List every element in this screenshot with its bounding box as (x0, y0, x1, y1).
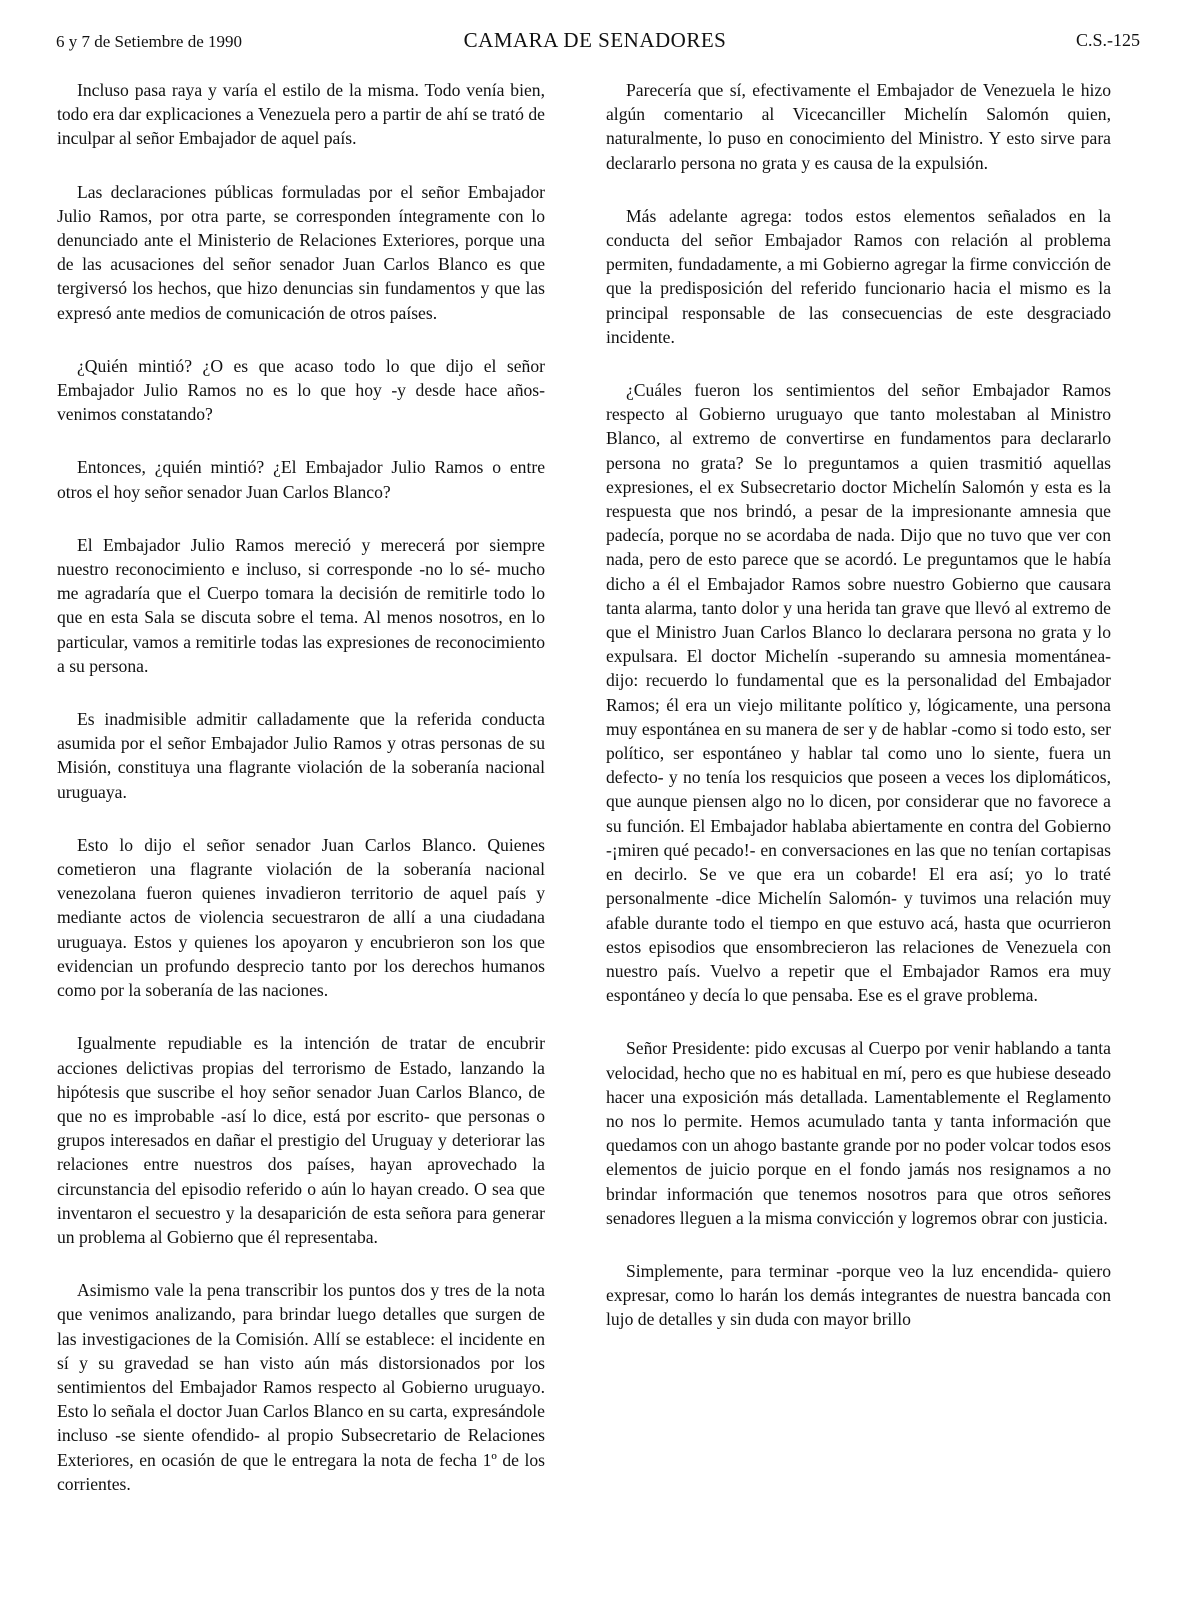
right-column (606, 78, 1111, 1361)
left-column (57, 78, 545, 1525)
paragraph: Esto lo dijo el señor senador Juan Carlos Blanco. Quienes cometieron una flagrante violación de la soberanía nacional venezolana fueron quienes invadieron territorio de aquel país y mediante actos de violencia secuestraron de allí a una ciudadana uruguaya. Estos y quienes los apoyaron y encubrieron son los que evidencian un profundo desprecio tanto por los derechos humanos como por la soberanía de las naciones. (57, 834, 545, 1001)
paragraph: Incluso pasa raya y varía el estilo de la misma. Todo venía bien, todo era dar explicaciones a Venezuela pero a partir de ahí se trató de inculpar al señor Embajador de aquel país. (57, 80, 545, 149)
paragraph: El Embajador Julio Ramos mereció y merecerá por siempre nuestro reconocimiento e incluso, si corresponde -no lo sé- mucho me agradaría que el Cuerpo tomara la decisión de remitirle todo lo que en esta Sala se discuta sobre el tema. Al menos nosotros, en lo particular, vamos a remitirle todas las expresiones de reconocimiento a su persona. (57, 534, 545, 676)
paragraph: Parecería que sí, efectivamente el Embajador de Venezuela le hizo algún comentario al Vicecanciller Michelín Salomón quien, naturalmente, lo puso en conocimiento del Ministro. Y esto sirve para declararlo persona no grata y es causa de la expulsión. (606, 80, 1111, 173)
paragraph: Igualmente repudiable es la intención de tratar de encubrir acciones delictivas propias del terrorismo de Estado, lanzando la hipótesis que suscribe el hoy señor senador Juan Carlos Blanco, de que no es improbable -así lo dice, está por escrito- que personas o grupos interesados en dañar el prestigio del Uruguay y deteriorar las relaciones entre nuestros dos países, hayan aprovechado la circunstancia del episodio referido o aún lo hayan creado. O sea que inventaron el secuestro y la desaparición de esta señora para generar un problema al Gobierno que él representaba. (57, 1033, 545, 1247)
paragraph: Señor Presidente: pido excusas al Cuerpo por venir hablando a tanta velocidad, hecho que no es habitual en mí, pero es que hubiese deseado hacer una exposición más detallada. Lamentablemente el Reglamento no nos lo permite. Hemos acumulado tanta y tanta información que quedamos con un ahogo bastante grande por no poder volcar todos esos elementos de juicio porque en el fondo jamás nos resignamos a no brindar información que tenemos nosotros para que otros señores senadores lleguen a la misma convicción y logremos obrar con justicia. (606, 1038, 1111, 1228)
paragraph: Asimismo vale la pena transcribir los puntos dos y tres de la nota que venimos analizando, para brindar luego detalles que surgen de las investigaciones de la Comisión. Allí se establece: el incidente en sí y su gravedad se han visto aún más distorsionados por los sentimientos del Embajador Ramos respecto al Gobierno uruguayo. Esto lo señala el doctor Juan Carlos Blanco en su carta, expresándole incluso -se siente ofendido- al propio Subsecretario de Relaciones Exteriores, en ocasión de que le entregara la nota de fecha 1º de los corrientes. (57, 1280, 545, 1494)
paragraph: Es inadmisible admitir calladamente que la referida conducta asumida por el señor Embajador Julio Ramos y otras personas de su Misión, constituya una flagrante violación de la soberanía nacional uruguaya. (57, 709, 545, 802)
paragraph: Entonces, ¿quién mintió? ¿El Embajador Julio Ramos o entre otros el hoy señor senador Juan Carlos Blanco? (57, 457, 545, 502)
paragraph: ¿Quién mintió? ¿O es que acaso todo lo que dijo el señor Embajador Julio Ramos no es lo que hoy -y desde hace años- venimos constatando? (57, 355, 545, 425)
paragraph: Las declaraciones públicas formuladas por el señor Embajador Julio Ramos, por otra parte, se corresponden íntegramente con lo denunciado ante el Ministerio de Relaciones Exteriores, porque una de las acusaciones del señor senador Juan Carlos Blanco es que tergiversó los hechos, que hizo denuncias sin fundamentos y que las expresó ante medios de comunicación de otros países. (57, 181, 545, 323)
paragraph: ¿Cuáles fueron los sentimientos del señor Embajador Ramos respecto al Gobierno uruguayo que tanto molestaban al Ministro Blanco, al extremo de convertirse en fundamentos para declararlo persona no grata? Se lo preguntamos a quien trasmitió aquellas expresiones, el ex Subsecretario doctor Michelín Salomón y esta es la respuesta que nos brindó, a pesar de la impresionante amnesia que padecía, porque no se acordaba de nada. Dijo que no tuvo que ver con nada, pero de esto parece que se acordó. Le preguntamos que le había dicho a él el Embajador Ramos sobre nuestro Gobierno que causara tanta alarma, tanto dolor y una herida tan grave que llevó al extremo de que el Ministro Juan Carlos Blanco lo declarara persona no grata y lo expulsara. El doctor Michelín -superando su amnesia momentánea- dijo: recuerdo lo fundamental que es la personalidad del Embajador Ramos; él era un viejo militante político y, lógicamente, una persona muy espontánea en su manera de ser y de hablar -como si todo esto, ser político, ser espontáneo y hablar tal como uno lo siente, fuera un defecto- y no tenía los resquicios que poseen a veces los diplomáticos, que aunque piensen algo no lo dicen, por considerar que no favorece a su función. El Embajador hablaba abiertamente en contra del Gobierno -¡miren qué pecado!- en conversaciones en las que no tenían cortapisas en decirlo. Se ve que era un cobarde! El era así; yo lo traté personalmente -dice Michelín Salomón- y tuvimos una relación muy afable durante todo el tiempo en que estuvo acá, hasta que ocurrieron estos episodios que ensombrecieron las relaciones de Venezuela con nuestro país. Vuelvo a repetir que el Embajador Ramos era muy espontáneo y decía lo que pensaba. Ese es el grave problema. (606, 380, 1111, 1006)
paragraph: Simplemente, para terminar -porque veo la luz encendida- quiero expresar, como lo harán los demás integrantes de nuestra bancada con lujo de detalles y sin duda con mayor brillo (606, 1260, 1111, 1330)
header-date: 6 y 7 de Setiembre de 1990 (56, 32, 243, 51)
paragraph: Más adelante agrega: todos estos elementos señalados en la conducta del señor Embajador Ramos con relación al problema permiten, fundadamente, a mi Gobierno agregar la firme convicción de que la predisposición del referido funcionario hacia el mismo es la principal responsable de las consecuencias de este desgraciado incidente. (606, 205, 1111, 347)
page-header (0, 28, 1190, 58)
header-page-number: C.S.-125 (1075, 30, 1140, 50)
header-title: CAMARA DE SENADORES (463, 28, 727, 52)
